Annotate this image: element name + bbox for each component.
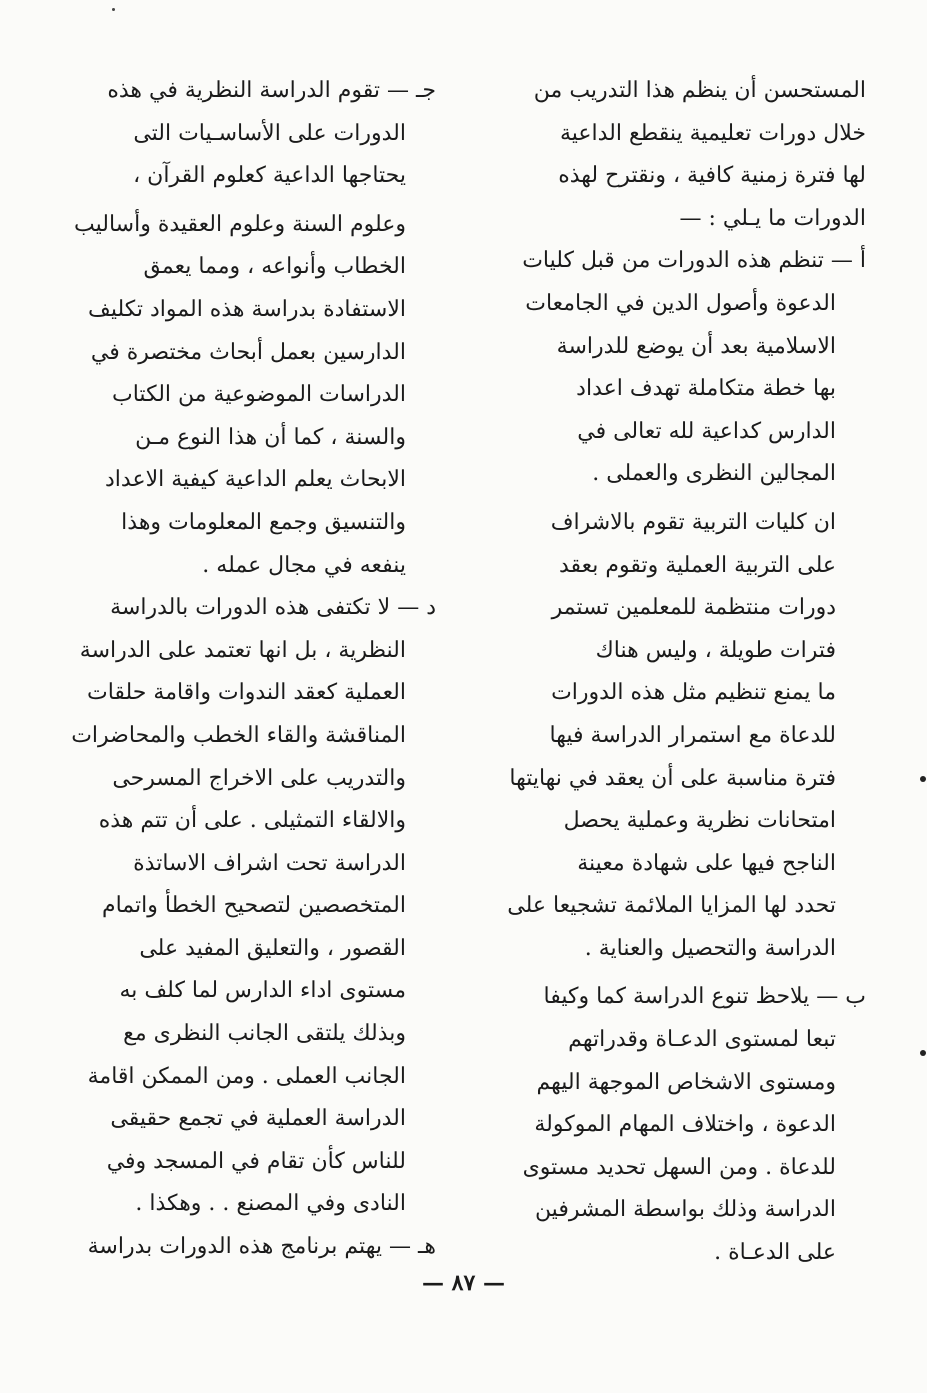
text-line: النظرية ، بل انها تعتمد على الدراسة <box>79 637 406 663</box>
text-line: النادى وفي المصنع . . وهكذا . <box>135 1191 406 1217</box>
text-line: الدعوة ، واختلاف المهام الموكولة <box>534 1112 836 1138</box>
text-line: القصور ، والتعليق المفيد على <box>139 935 406 961</box>
text-line: وبذلك يلتقى الجانب النظرى مع <box>123 1021 406 1047</box>
text-line: بها خطة متكاملة تهدف اعداد <box>576 376 836 402</box>
text-line: المتخصصين لتصحيح الخطأ واتمام <box>101 893 406 919</box>
text-line: العملية كعقد الندوات واقامة حلقات <box>86 680 406 706</box>
margin-dot <box>920 1050 926 1056</box>
text-line: لها فترة زمنية كافية ، ونقترح لهذه <box>558 163 866 189</box>
text-line: الجانب العملى . ومن الممكن اقامة <box>87 1063 406 1089</box>
text-line: الدورات على الأساسـيات التى <box>133 120 406 146</box>
text-line: امتحانات نظرية وعملية يحصل <box>563 808 836 834</box>
text-line: الدارسين بعمل أبحاث مختصرة في <box>90 339 406 365</box>
text-line: الاستفادة بدراسة هذه المواد تكليف <box>88 296 406 322</box>
text-line: والسنة ، كما أن هذا النوع مـن <box>135 424 406 450</box>
margin-dot <box>920 776 926 782</box>
text-line: تحدد لها المزايا الملائمة تشجيعا على <box>507 893 836 919</box>
text-line: مستوى اداء الدارس لما كلف به <box>119 978 406 1004</box>
text-line: وعلوم السنة وعلوم العقيدة وأساليب <box>74 211 406 237</box>
right-text-column <box>488 70 866 1275</box>
text-line: المجالين النظرى والعملى . <box>592 461 836 487</box>
text-line: الدعوة وأصول الدين في الجامعات <box>525 290 836 316</box>
text-line: للدعاة مع استمرار الدراسة فيها <box>549 722 836 748</box>
text-line: الدورات ما يـلي : — <box>679 205 866 231</box>
text-line: والتنسيق وجمع المعلومات وهذا <box>121 509 406 535</box>
page-number: — ٨٧ — <box>422 1270 505 1296</box>
text-line: فترة مناسبة على أن يعقد في نهايتها <box>509 765 836 791</box>
text-line: الابحاث يعلم الداعية كيفية الاعداد <box>105 467 406 493</box>
text-line: الدارس كداعية لله تعالى في <box>577 418 836 444</box>
text-line: على الدعـاة . <box>714 1240 836 1266</box>
text-line: ان كليات التربية تقوم بالاشراف <box>550 509 836 535</box>
text-line: الاسلامية بعد أن يوضع للدراسة <box>556 333 836 359</box>
text-line: يحتاجها الداعية كعلوم القرآن ، <box>133 163 406 189</box>
speck-mark <box>112 8 115 11</box>
text-line: والالقاء التمثيلى . على أن تتم هذه <box>98 808 406 834</box>
text-line: ومستوى الاشخاص الموجهة اليهم <box>536 1069 836 1095</box>
text-line: للناس كأن تقام في المسجد وفي <box>106 1148 406 1174</box>
text-line: المناقشة والقاء الخطب والمحاضرات <box>71 722 406 748</box>
text-line: الدراسة تحت اشراف الاساتذة <box>133 850 406 876</box>
text-line: الدراسة العملية في تجمع حقيقى <box>110 1106 406 1132</box>
text-line: هـ — يهتم برنامج هذه الدورات بدراسة <box>87 1234 436 1260</box>
text-line: على التربية العملية وتقوم بعقد <box>558 552 836 578</box>
text-line: الدراسة وذلك بواسطة المشرفين <box>534 1197 836 1223</box>
text-line: ما يمنع تنظيم مثل هذه الدورات <box>551 680 836 706</box>
text-line: الدراسة والتحصيل والعناية . <box>584 935 836 961</box>
text-line: د — لا تكتفى هذه الدورات بالدراسة <box>110 595 436 621</box>
text-line: الدراسات الموضوعية من الكتاب <box>112 382 406 408</box>
text-line: الخطاب وأنواعه ، ومما يعمق <box>143 254 406 280</box>
text-line: المستحسن أن ينظم هذا التدريب من <box>533 78 866 103</box>
text-line: للدعاة . ومن السهل تحديد مستوى <box>522 1154 836 1180</box>
text-line: ب — يلاحظ تنوع الدراسة كما وكيفا <box>543 984 866 1010</box>
text-line: جـ — تقوم الدراسة النظرية في هذه <box>107 78 436 103</box>
text-line: أ — تنظم هذه الدورات من قبل كليات <box>522 248 866 274</box>
text-line: دورات منتظمة للمعلمين تستمر <box>551 595 836 621</box>
text-line: فترات طويلة ، وليس هناك <box>595 637 836 663</box>
text-line: الناجح فيها على شهادة معينة <box>577 850 836 876</box>
text-line: خلال دورات تعليمية ينقطع الداعية <box>559 120 866 146</box>
text-line: ينفعه في مجال عمله . <box>202 552 406 578</box>
text-line: تبعا لمستوى الدعـاة وقدراتهم <box>568 1027 836 1053</box>
left-text-column <box>68 70 436 1269</box>
text-line: والتدريب على الاخراج المسرحى <box>112 765 406 791</box>
